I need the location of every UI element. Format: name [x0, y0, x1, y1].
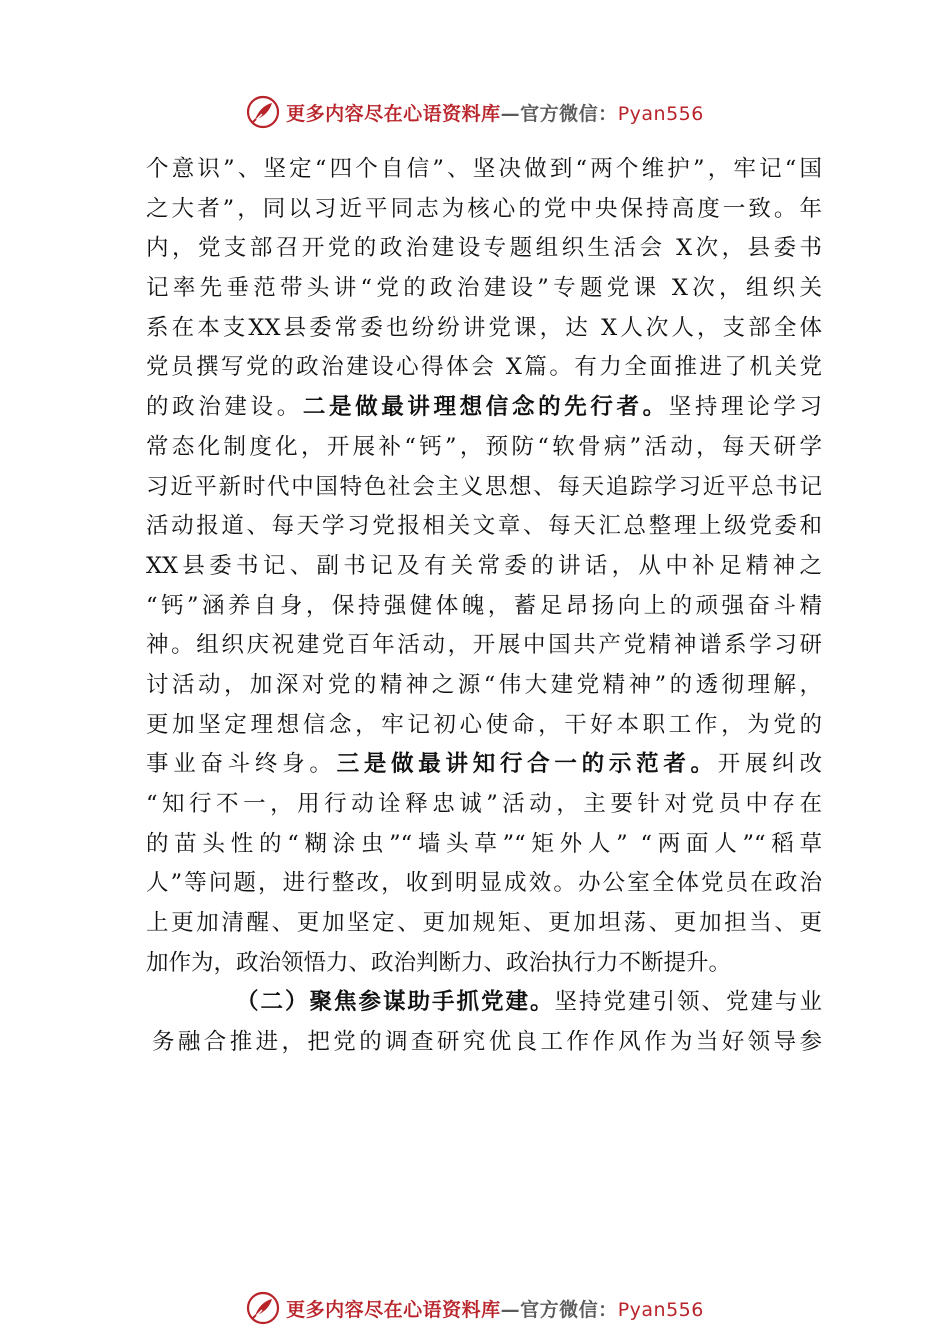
text-run: “钙”涵养自身，保持强健体魄，蓄足昂扬向上的顽强奋斗精	[146, 592, 822, 619]
text-run: XX县委书记、副书记及有关常委的讲话，从中补足精神之	[146, 552, 822, 579]
text-run: 常态化制度化，开展补“钙”，预防“软骨病”活动，每天研学	[146, 433, 822, 460]
text-run: 人”等问题，进行整改，收到明显成效。办公室全体党员在政治	[146, 870, 822, 897]
text-line	[146, 428, 822, 468]
text-run: 坚持理论学习	[668, 394, 822, 421]
text-line	[146, 745, 822, 785]
text-line	[146, 904, 822, 944]
banner-official-label: 官方微信：	[520, 1298, 618, 1321]
text-line	[146, 864, 822, 904]
text-run: 之大者”，同以习近平同志为核心的党中央保持高度一致。年	[146, 195, 822, 222]
text-line	[146, 468, 822, 508]
text-run: 上更加清醒、更加坚定、更加规矩、更加坦荡、更加担当、更	[146, 910, 822, 937]
text-run: 活动报道、每天学习党报相关文章、每天汇总整理上级党委和	[146, 513, 822, 540]
text-run: 讨活动，加深对党的精神之源“伟大建党精神”的透彻理解，	[146, 671, 822, 698]
text-run: 神。组织庆祝建党百年活动，开展中国共产党精神谱系学习研	[146, 632, 822, 659]
text-run: 坚持党建引领、党建与业	[554, 989, 822, 1016]
text-line	[146, 309, 822, 349]
text-run: 务融合推进，把党的调查研究优良工作作风作为当好领导参	[152, 1029, 822, 1056]
banner-wechat-id: Pyan556	[617, 1298, 704, 1321]
text-line	[146, 269, 822, 309]
leaf-pen-logo-icon	[246, 1291, 280, 1325]
text-run: 内，党支部召开党的政治建设专题组织生活会 X次，县委书	[146, 235, 822, 262]
text-line	[146, 507, 822, 547]
text-run: 个意识”、坚定“四个自信”、坚决做到“两个维护”，牢记“国	[146, 156, 822, 182]
text-line	[146, 1023, 822, 1063]
text-run: 开展纠改	[717, 751, 822, 778]
banner-brand: 更多内容尽在心语资料库	[286, 102, 501, 125]
banner-official-label: 官方微信：	[520, 102, 618, 125]
text-line	[146, 944, 822, 984]
text-run: 事业奋斗终身。	[146, 751, 337, 778]
bold-heading-run: （二）聚焦参谋助手抓党建。	[236, 989, 555, 1016]
text-line	[146, 983, 822, 1023]
text-run: 的苗头性的“糊涂虫”“墙头草”“矩外人” “两面人”“稻草	[146, 830, 822, 857]
text-line	[146, 150, 822, 190]
text-line	[146, 388, 822, 428]
leaf-pen-logo-icon	[246, 95, 280, 129]
bold-heading-run: 三是做最讲知行合一的示范者。	[336, 751, 718, 778]
text-line	[146, 666, 822, 706]
text-run: 党员撰写党的政治建设心得体会 X篇。有力全面推进了机关党	[146, 354, 822, 381]
text-line	[146, 348, 822, 388]
text-line	[146, 547, 822, 587]
footer-watermark-banner	[0, 1288, 950, 1328]
banner-text	[286, 1295, 704, 1322]
banner-dash: —	[500, 1298, 521, 1321]
bold-heading-run: 二是做最讲理想信念的先行者。	[302, 394, 669, 421]
text-run: 记率先垂范带头讲“党的政治建设”专题党课 X次，组织关	[146, 275, 822, 302]
text-run: “知行不一，用行动诠释忠诚”活动，主要针对党员中存在	[146, 791, 822, 817]
banner-dash: —	[500, 102, 521, 125]
header-watermark-banner	[0, 92, 950, 132]
banner-text	[286, 99, 704, 126]
banner-wechat-id: Pyan556	[617, 102, 704, 125]
text-line	[146, 229, 822, 269]
text-run: 系在本支XX县委常委也纷纷讲党课，达 X人次人，支部全体	[146, 314, 822, 341]
text-run: 更加坚定理想信念，牢记初心使命，干好本职工作，为党的	[146, 711, 822, 738]
text-line	[146, 587, 822, 627]
text-run: 的政治建设。	[146, 394, 303, 421]
text-line	[146, 706, 822, 746]
text-run: 加作为，政治领悟力、政治判断力、政治执行力不断提升。	[146, 949, 732, 976]
text-run: 习近平新时代中国特色社会主义思想、每天追踪学习近平总书记	[146, 473, 822, 500]
text-line	[146, 190, 822, 230]
text-line	[146, 825, 822, 865]
document-body	[146, 150, 822, 1063]
text-line	[146, 785, 822, 825]
text-line	[146, 626, 822, 666]
banner-brand: 更多内容尽在心语资料库	[286, 1298, 501, 1321]
